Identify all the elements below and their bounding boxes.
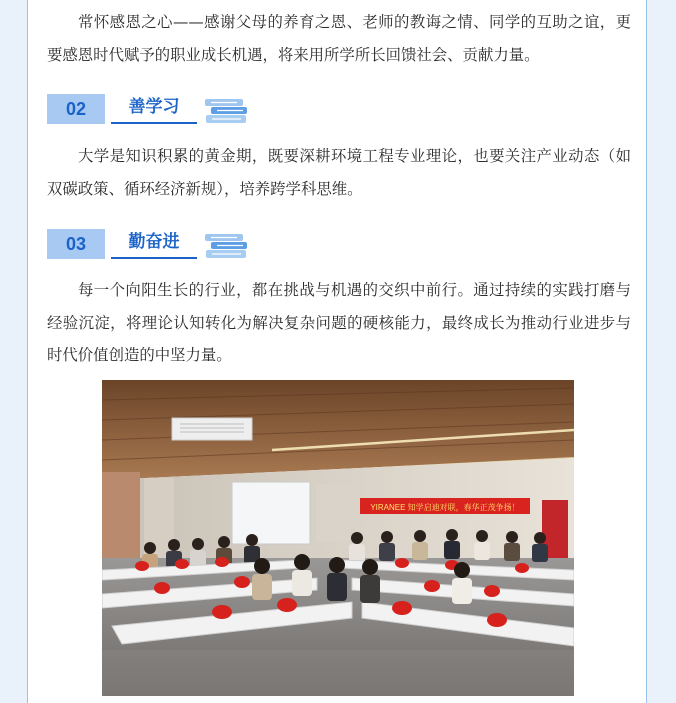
intro-paragraph: 常怀感恩之心——感谢父母的养育之恩、老师的教诲之情、同学的互助之谊，更要感恩时代赋予的职业成长机遇，将来用所学所长回馈社会、贡献力量。 bbox=[47, 13, 631, 64]
section-title: 勤奋进 bbox=[111, 229, 197, 259]
books-icon bbox=[203, 231, 249, 261]
section-paragraph: 大学是知识积累的黄金期，既要深耕环境工程专业理论，也要关注产业动态（如双碳政策、循环经济新规），培养跨学科思维。 bbox=[47, 147, 631, 198]
section-number-badge: 02 bbox=[47, 94, 105, 124]
section-title: 善学习 bbox=[111, 94, 197, 124]
books-icon bbox=[203, 96, 249, 126]
section-number-badge: 03 bbox=[47, 229, 105, 259]
section-paragraph: 每一个向阳生长的行业，都在挑战与机遇的交织中前行。通过持续的实践打磨与经验沉淀，将理论认知转化为解决复杂问题的硬核能力，最终成长为推动行业进步与时代价值创造的中坚力量。 bbox=[47, 281, 631, 364]
photo-banner-text: YIRANEE 知学启迪对联，春华正茂争扬！ bbox=[370, 503, 520, 512]
classroom-photo bbox=[102, 380, 574, 696]
